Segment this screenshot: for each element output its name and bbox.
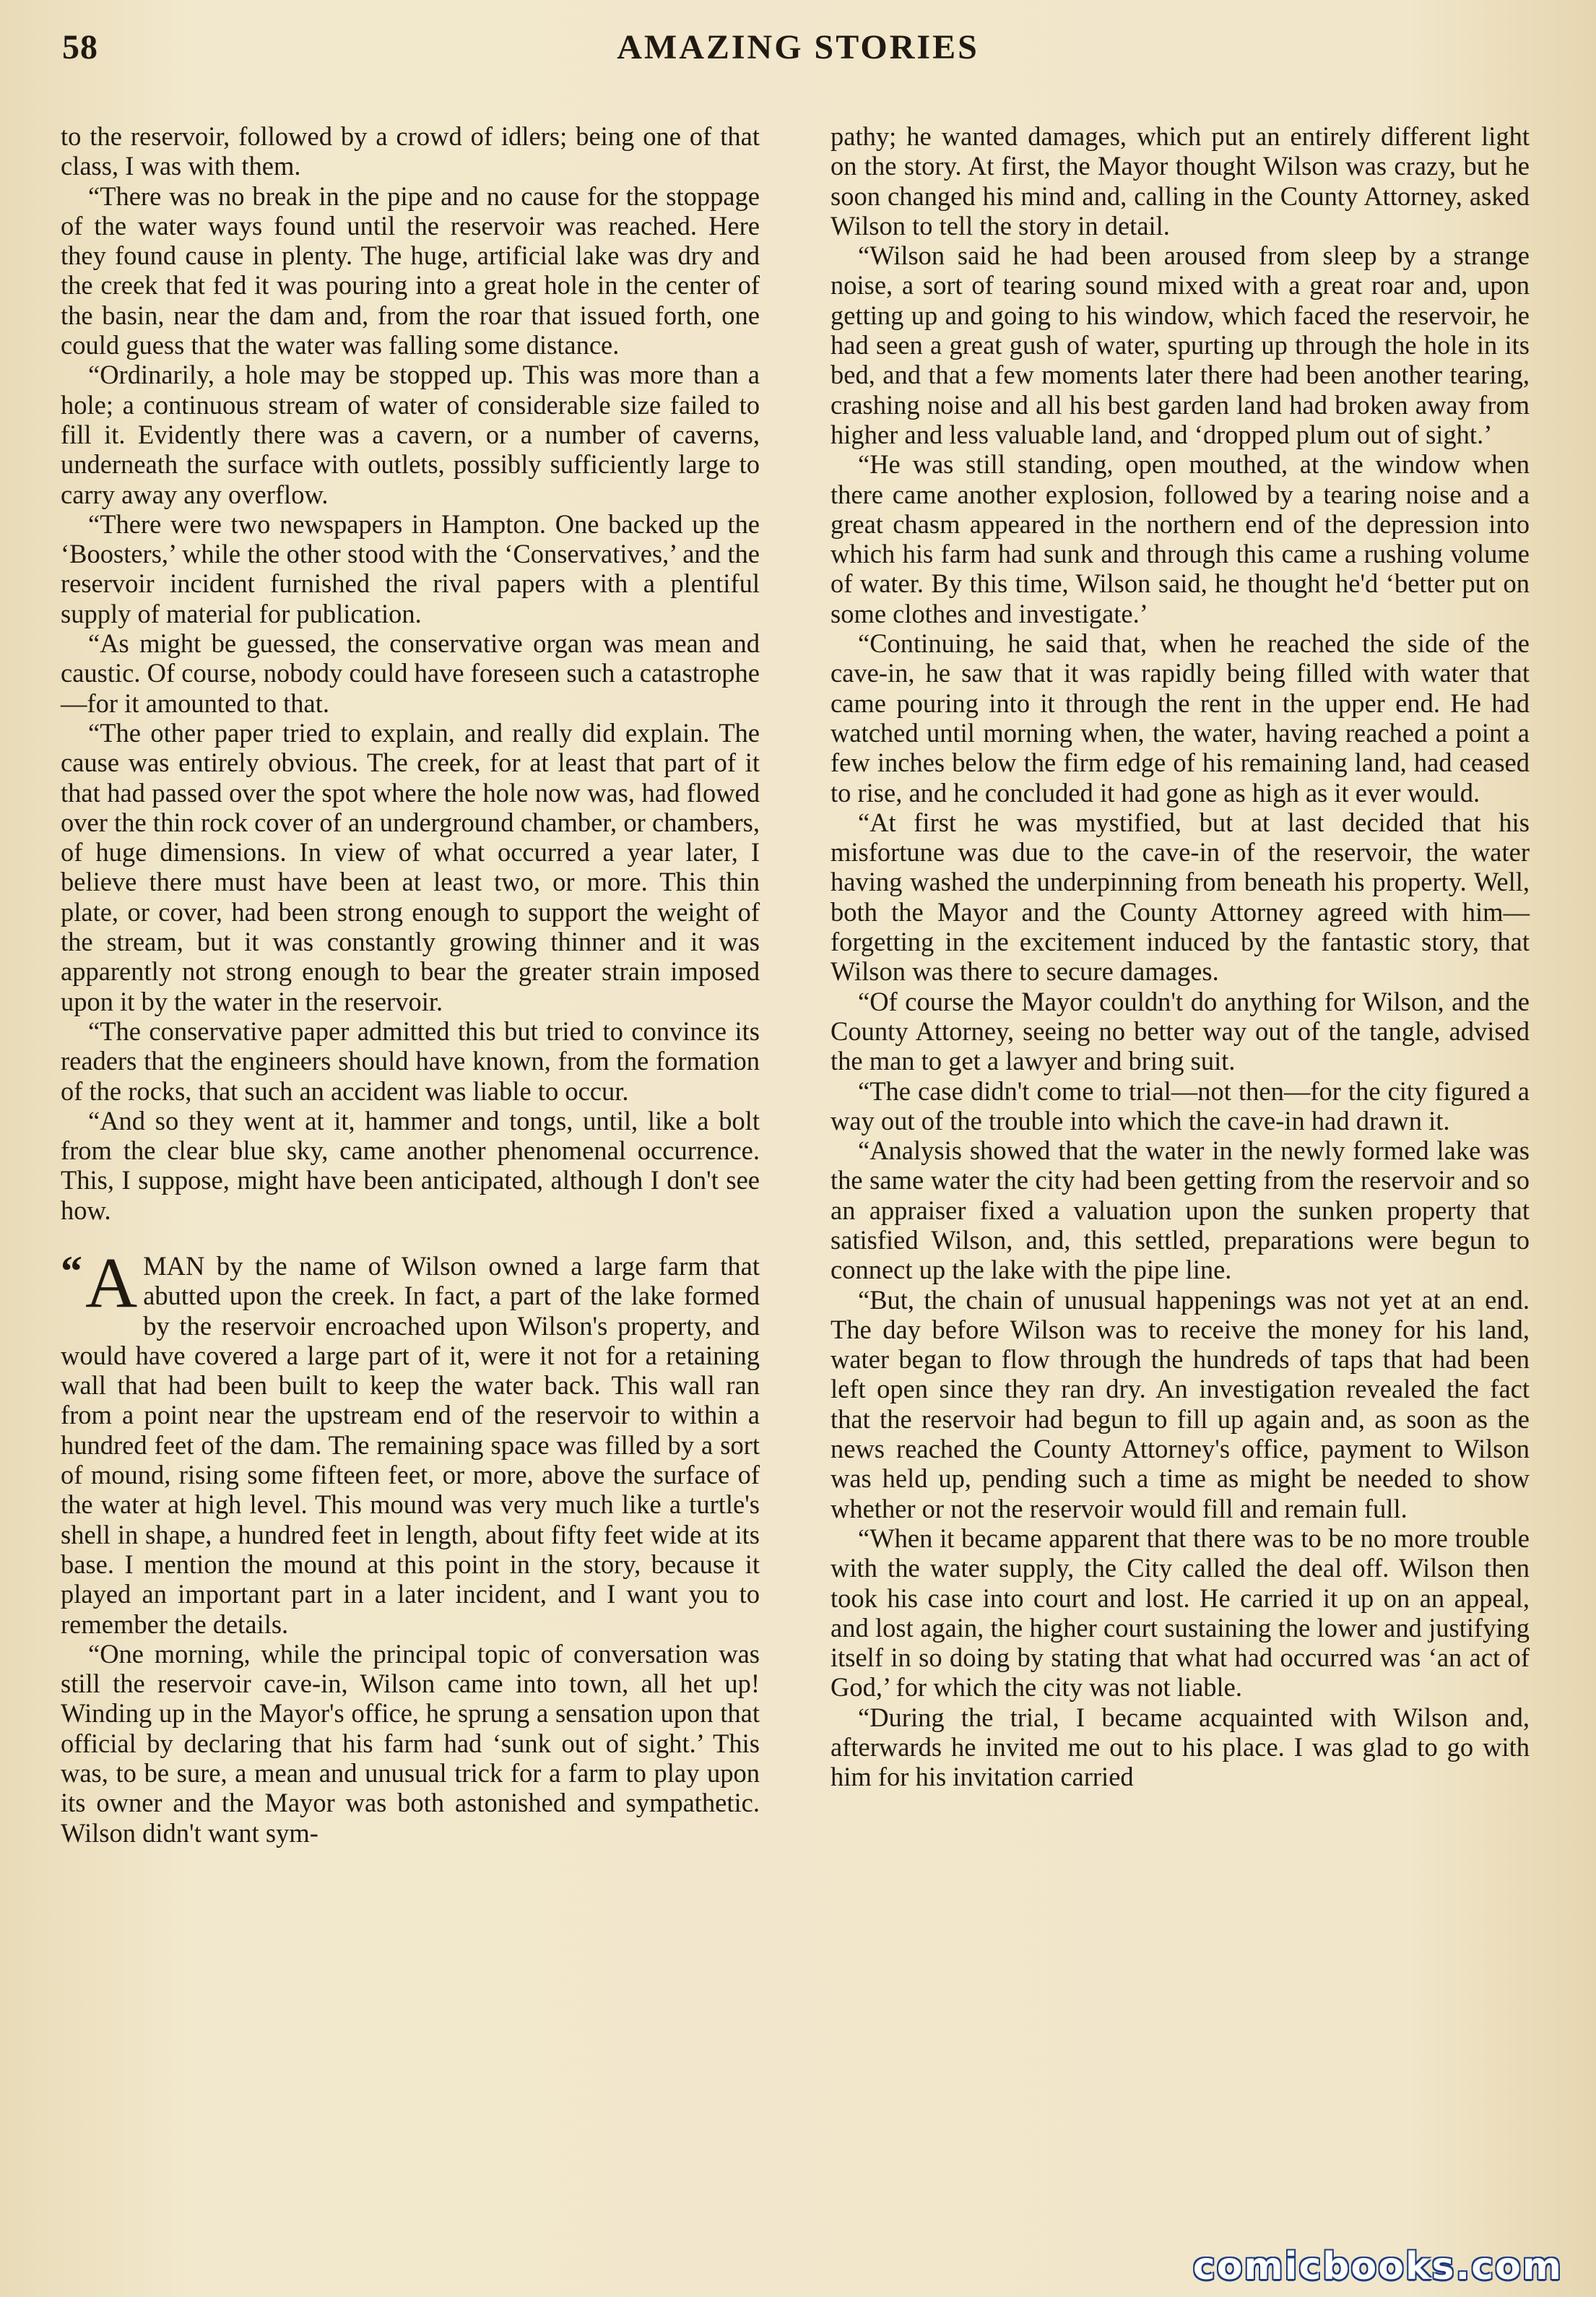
paragraph: “There were two newspapers in Hampton. One backed up the ‘Boosters,’ while the other stood with the ‘Conservatives,’ and the reservoir incident furnished the rival papers with a plentiful supply of material for publication. bbox=[61, 509, 760, 628]
page-header bbox=[0, 27, 1596, 78]
paragraph: to the reservoir, followed by a crowd of idlers; being one of that class, I was with them. bbox=[61, 121, 760, 181]
paragraph: “Of course the Mayor couldn't do anything for Wilson, and the County Attorney, seeing no better way out of the tangle, advised the man to get a lawyer and bring suit. bbox=[830, 986, 1530, 1076]
opening-quote-mark: “ bbox=[61, 1247, 82, 1295]
paragraph: “Wilson said he had been aroused from sleep by a strange noise, a sort of tearing sound mixed with a great roar and, upon getting up and going to his window, which faced the reservoir, he had seen a great gush of water, spurting up through the hole in its bed, and that a few moments later there had been another tearing, crashing noise and all his best garden land had broken away from higher and less valuable land, and ‘dropped plum out of sight.’ bbox=[830, 241, 1530, 449]
paragraph: “He was still standing, open mouthed, at the window when there came another explosion, followed by a tearing noise and a great chasm appeared in the northern end of the depression into which his farm had sunk and through this came a rushing volume of water. By this time, Wilson said, he thought he'd ‘better put on some clothes and investigate.’ bbox=[830, 449, 1530, 628]
paragraph: “There was no break in the pipe and no cause for the stoppage of the water ways found until the reservoir was reached. Here they found cause in plenty. The huge, artificial lake was dry and the creek that fed it was pouring into a great hole in the center of the basin, near the dam and, from the roar that issued forth, one could guess that the water was falling some distance. bbox=[61, 181, 760, 360]
paragraph: “Continuing, he said that, when he reached the side of the cave-in, he saw that it was rapidly being filled with water that came pouring into it through the rent in the upper end. He had watched until morning when, the water, having reached a point a few inches below the firm edge of his remaining land, had ceased to rise, and he concluded it had gone as high as it ever would. bbox=[830, 628, 1530, 808]
running-head: AMAZING STORIES bbox=[617, 28, 979, 66]
paragraph: “When it became apparent that there was to be no more trouble with the water supply, the City called the deal off. Wilson then took his case into court and lost. He carried it up on an appeal, and lost again, the higher court sustaining the lower and justifying itself in so doing by stating that what had occurred was ‘an act of God,’ for which the city was not liable. bbox=[830, 1523, 1530, 1703]
paragraph-text: MAN by the name of Wilson owned a large farm that abutted upon the creek. In fact, a part of the lake formed by the reservoir encroached upon Wilson's property, and would have covered a large part of it, were it not for a retaining wall that had been built to keep the water back. This wall ran from a point near the upstream end of the reservoir to within a hundred feet of the dam. The remaining space was filled by a sort of mound, rising some fifteen feet, or more, above the surface of the water at high level. This mound was very much like a turtle's shell in shape, a hundred feet in length, about fifty feet wide at its base. I mention the mound at this point in the story, because it played an important part in a later incident, and I want you to remember the details. bbox=[61, 1250, 760, 1639]
paragraph: “Analysis showed that the water in the newly formed lake was the same water the city had been getting from the reservoir and so an appraiser fixed a valuation upon the sunken property that satisfied Wilson, and, this settled, preparations were begun to connect up the lake with the pipe line. bbox=[830, 1135, 1530, 1285]
paragraph: pathy; he wanted damages, which put an entirely different light on the story. At first, the Mayor thought Wilson was crazy, but he soon changed his mind and, calling in the County Attorney, asked Wilson to tell the story in detail. bbox=[830, 121, 1530, 241]
right-column bbox=[830, 121, 1530, 1792]
paragraph: “And so they went at it, hammer and tongs, until, like a bolt from the clear blue sky, came another phenomenal occurrence. This, I suppose, might have been anticipated, although I don't see how. bbox=[61, 1105, 760, 1225]
paragraph: “The conservative paper admitted this but tried to convince its readers that the engineers should have known, from the formation of the rocks, that such an accident was liable to occur. bbox=[61, 1016, 760, 1106]
paragraph: “The other paper tried to explain, and really did explain. The cause was entirely obvious. The creek, for at least that part of it that had passed over the spot where the hole now was, had flowed over the thin rock cover of an underground chamber, or chambers, of huge dimensions. In view of what occurred a year later, I believe there must have been at least two, or more. This thin plate, or cover, had been strong enough to support the weight of the stream, but it was constantly growing thinner and it was apparently not strong enough to bear the greater strain imposed upon it by the water in the reservoir. bbox=[61, 717, 760, 1016]
site-watermark: comicbooks.com bbox=[1192, 2245, 1563, 2288]
section-opening-paragraph bbox=[61, 1242, 760, 1639]
paragraph: “As might be guessed, the conservative organ was mean and caustic. Of course, nobody could have foreseen such a catastrophe—for it amounted to that. bbox=[61, 628, 760, 718]
paragraph: “The case didn't come to trial—not then—for the city figured a way out of the trouble into which the cave-in had drawn it. bbox=[830, 1076, 1530, 1135]
paragraph: “At first he was mystified, but at last decided that his misfortune was due to the cave-in of the reservoir, the water having washed the underpinning from beneath his property. Well, both the Mayor and the County Attorney agreed with him—forgetting in the excitement induced by the fantastic story, that Wilson was there to secure damages. bbox=[830, 807, 1530, 987]
drop-cap: A bbox=[85, 1242, 138, 1323]
page-number: 58 bbox=[62, 28, 98, 66]
paragraph: “Ordinarily, a hole may be stopped up. This was more than a hole; a continuous stream of water of considerable size failed to fill it. Evidently there was a cavern, or a number of caverns, underneath the surface with outlets, possibly sufficiently large to carry away any overflow. bbox=[61, 360, 760, 509]
paragraph: “During the trial, I became acquainted with Wilson and, afterwards he invited me out to his place. I was glad to go with him for his invitation carried bbox=[830, 1702, 1530, 1792]
paragraph: “One morning, while the principal topic of conversation was still the reservoir cave-in, Wilson came into town, all het up! Winding up in the Mayor's office, he sprung a sensation upon that official by declaring that his farm had ‘sunk out of sight.’ This was, to be sure, a mean and unusual trick for a farm to play upon its owner and the Mayor was both astonished and sympathetic. Wilson didn't want sym- bbox=[61, 1638, 760, 1848]
paragraph: “But, the chain of unusual happenings was not yet at an end. The day before Wilson was to receive the money for his land, water began to flow through the hundreds of taps that had been left open since they ran dry. An investigation revealed the fact that the reservoir had begun to fill up again and, as soon as the news reached the County Attorney's office, payment to Wilson was held up, pending such a time as might be needed to show whether or not the reservoir would fill and remain full. bbox=[830, 1284, 1530, 1523]
left-column bbox=[61, 121, 760, 1848]
